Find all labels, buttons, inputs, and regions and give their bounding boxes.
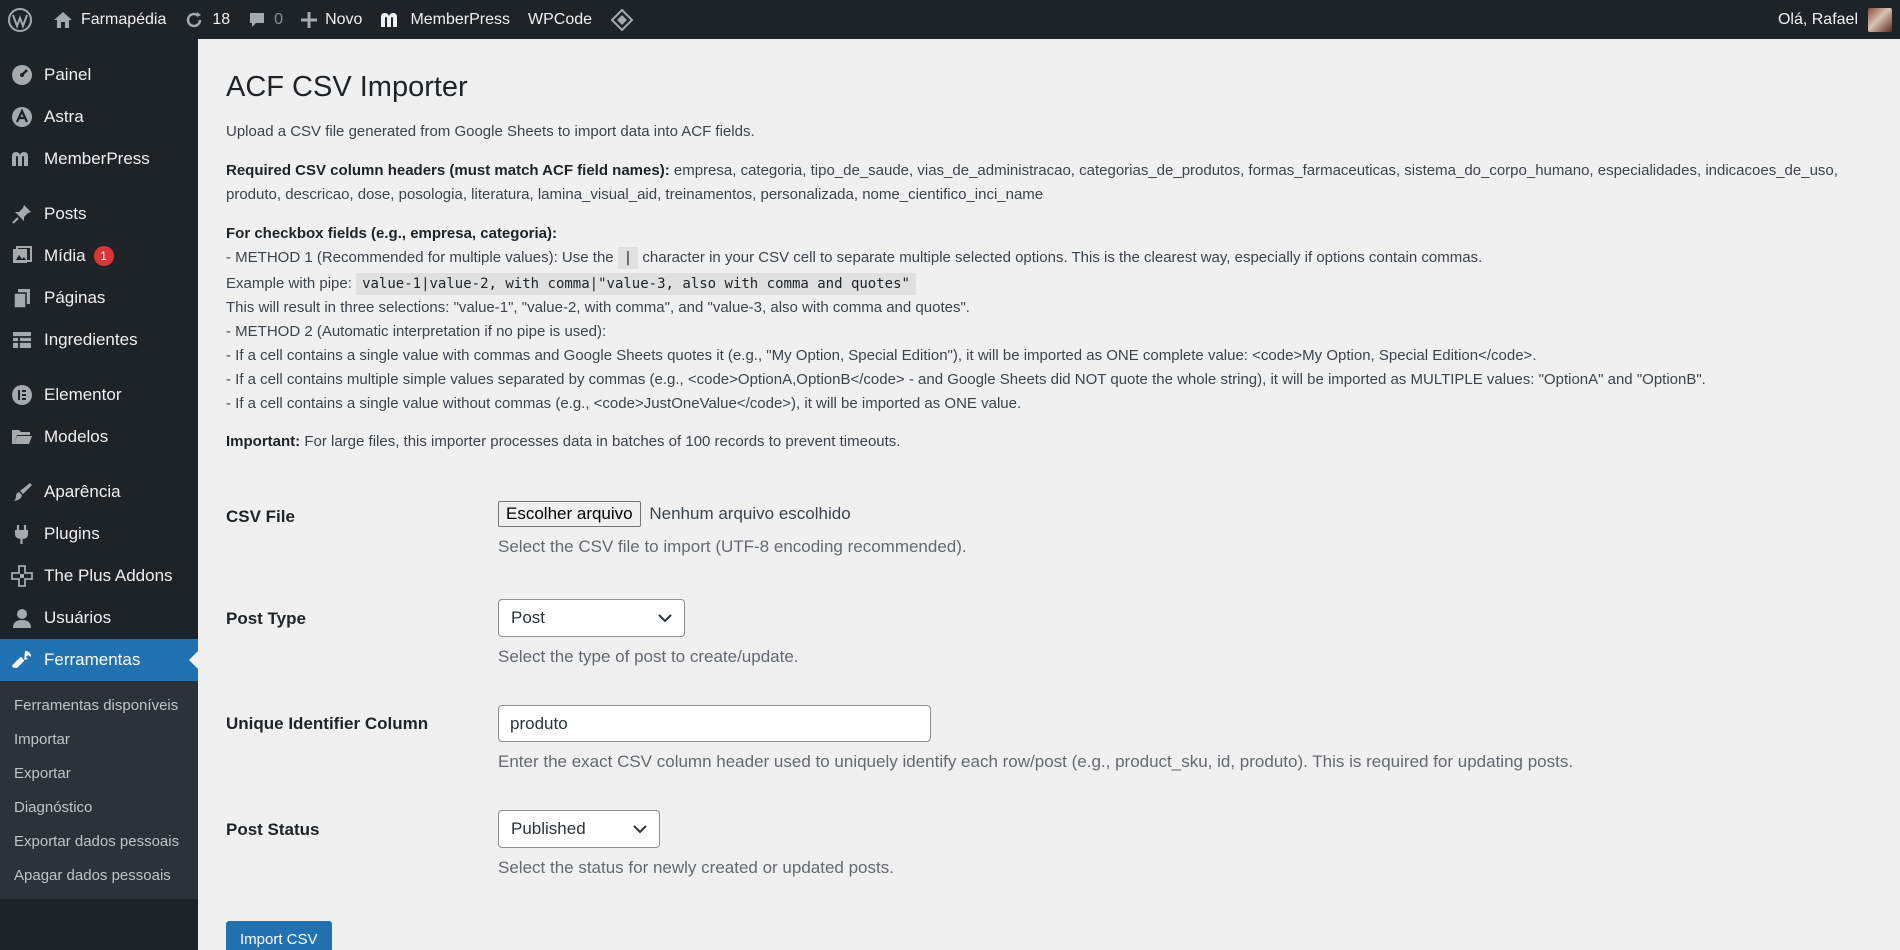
method1-text: - METHOD 1 (Recommended for multiple values): Use the [226, 249, 618, 266]
media-icon [10, 244, 34, 268]
post-status-row [226, 810, 894, 878]
post-status-help: Select the status for newly created or updated posts. [498, 858, 894, 877]
user-icon [10, 606, 34, 630]
unique-id-row [226, 705, 1573, 772]
new-label: Novo [325, 10, 363, 28]
updates-link[interactable] [175, 0, 239, 39]
pushpin-icon [10, 202, 34, 226]
sidebar-label: Usuários [44, 608, 112, 627]
sidebar-item-midia[interactable] [0, 235, 198, 277]
sidebar-item-plugins[interactable] [0, 513, 198, 555]
avatar [1868, 8, 1892, 32]
new-content-link[interactable] [292, 0, 371, 39]
important-text: For large files, this importer processes data in batches of 100 records to prevent timeouts. [300, 433, 901, 450]
media-badge: 1 [94, 246, 114, 266]
result-line: This will result in three selections: "value-1", "value-2, with comma", and "value-3, also with comma and quotes". [226, 299, 970, 316]
rule1-line: - If a cell contains a single value with commas and Google Sheets quotes it (e.g., "My Option, Special Edition"), it will be imported as ONE complete value: <code>My Option, Special Edition</code>. [226, 347, 1537, 364]
table-icon [10, 328, 34, 352]
astra-icon [10, 105, 34, 129]
pipe-code: | [618, 247, 638, 269]
post-status-field [498, 810, 894, 878]
site-name-link[interactable] [44, 0, 175, 39]
sidebar-item-elementor[interactable] [0, 374, 198, 416]
sidebar-label: Elementor [44, 385, 122, 404]
admin-sidebar [0, 39, 198, 950]
checkbox-instructions [226, 222, 1872, 416]
csv-file-label: CSV File [226, 507, 295, 526]
diamond-icon [610, 8, 634, 32]
required-headers-list: empresa, categoria, tipo_de_saude, vias_de_administracao, categorias_de_produtos, formas_farmaceuticas, sistema_do_corpo_humano, especialidades, indicacoes_de_uso, produto, descricao, dose, posologia, literatura, lamina_visual_aid, treinamentos, personalizada, nome_cientifico_inci_name [226, 162, 1838, 203]
wpcode-link[interactable] [519, 0, 601, 39]
sidebar-label: Páginas [44, 288, 106, 307]
paintbrush-icon [10, 480, 34, 504]
main-content [198, 39, 1900, 950]
post-type-help: Select the type of post to create/update. [498, 647, 799, 666]
checkbox-heading: For checkbox fields (e.g., empresa, categoria): [226, 225, 557, 242]
elementor-icon [10, 383, 34, 407]
required-headers-label: Required CSV column headers (must match ACF field names): [226, 162, 670, 179]
method1-line [226, 246, 1872, 270]
site-name: Farmapédia [81, 10, 167, 28]
sidebar-label: The Plus Addons [44, 566, 173, 585]
admin-bar [0, 0, 1900, 39]
submenu-item-apagar-dados[interactable]: Apagar dados pessoais [14, 867, 171, 884]
sidebar-label: Ferramentas [44, 650, 141, 669]
chevron-down-icon [633, 819, 647, 839]
memberpress-icon [10, 147, 34, 171]
chevron-down-icon [658, 608, 672, 628]
folder-icon [10, 425, 34, 449]
sidebar-item-plus-addons[interactable] [0, 555, 198, 597]
rule2-line: - If a cell contains multiple simple values separated by commas (e.g., <code>OptionA,OptionB</code> - and Google Sheets did NOT quote the whole string), it will be imported as MULTIPLE values: "OptionA" and "OptionB". [226, 371, 1706, 388]
submenu-item-importar[interactable]: Importar [14, 731, 70, 748]
sidebar-label: Plugins [44, 524, 100, 543]
sidebar-label: Modelos [44, 427, 109, 446]
important-label: Important: [226, 433, 301, 450]
submenu-item-exportar-dados[interactable]: Exportar dados pessoais [14, 833, 180, 850]
choose-file-button[interactable]: Escolher arquivo [498, 501, 641, 527]
unique-id-input[interactable] [498, 705, 931, 742]
tools-submenu [0, 681, 198, 899]
csv-file-field [498, 501, 967, 557]
plugin-icon [10, 522, 34, 546]
home-icon [53, 11, 73, 29]
post-type-row [226, 599, 799, 667]
import-csv-button[interactable]: Import CSV [226, 921, 332, 950]
plus-addons-icon [10, 564, 34, 588]
example-label: Example with pipe: [226, 275, 357, 292]
sidebar-item-memberpress[interactable] [0, 138, 198, 180]
greeting: Olá, Rafael [1777, 10, 1858, 28]
sidebar-item-modelos[interactable] [0, 416, 198, 458]
wpcode-label: WPCode [528, 10, 593, 28]
sidebar-item-astra[interactable] [0, 96, 198, 138]
memberpress-logo-icon [380, 12, 402, 28]
post-type-value: Post [511, 608, 546, 627]
sidebar-label: Astra [44, 107, 84, 126]
wrench-icon [10, 648, 34, 672]
sidebar-item-aparencia[interactable] [0, 471, 198, 513]
sidebar-item-paginas[interactable] [0, 277, 198, 319]
sidebar-label: MemberPress [44, 149, 150, 168]
no-file-chosen: Nenhum arquivo escolhido [649, 504, 851, 523]
csv-file-help: Select the CSV file to import (UTF-8 encoding recommended). [498, 537, 967, 556]
submenu-item-exportar[interactable]: Exportar [14, 765, 71, 782]
unique-id-help: Enter the exact CSV column header used to uniquely identify each row/post (e.g., product_sku, id, produto). This is required for updating posts. [498, 752, 1574, 771]
post-type-field [498, 599, 799, 667]
my-account[interactable] [1769, 0, 1900, 39]
example-line [226, 272, 1872, 296]
comment-icon [248, 11, 266, 29]
sidebar-item-ingredientes[interactable] [0, 319, 198, 361]
comments-count: 0 [274, 10, 284, 28]
post-status-value: Published [511, 819, 586, 838]
method2-line: - METHOD 2 (Automatic interpretation if no pipe is used): [226, 323, 607, 340]
sidebar-label: Painel [44, 65, 92, 84]
post-type-label: Post Type [226, 609, 306, 628]
updates-count: 18 [212, 10, 231, 28]
dashboard-icon [10, 63, 34, 87]
sidebar-label: Ingredientes [44, 330, 138, 349]
post-status-select[interactable] [498, 810, 660, 848]
csv-file-row [226, 501, 967, 557]
rule3-line: - If a cell contains a single value without commas (e.g., <code>JustOneValue</code>), it will be imported as ONE value. [226, 395, 1022, 412]
method1-text-end: character in your CSV cell to separate multiple selected options. This is the clearest way, especially if options contain commas. [638, 249, 1483, 266]
page-title: ACF CSV Importer [226, 71, 468, 103]
diamond-plugin-link[interactable] [601, 0, 651, 39]
updates-icon [184, 10, 204, 30]
memberpress-link[interactable] [371, 0, 519, 39]
submenu-item-disponiveis[interactable]: Ferramentas disponíveis [14, 697, 179, 714]
sidebar-item-posts[interactable] [0, 193, 198, 235]
example-code: value-1|value-2, with comma|"value-3, also with comma and quotes" [356, 273, 916, 295]
sidebar-item-usuarios[interactable] [0, 597, 198, 639]
pages-icon [10, 286, 34, 310]
required-headers [226, 159, 1872, 207]
memberpress-label: MemberPress [410, 10, 511, 28]
post-type-select[interactable] [498, 599, 685, 637]
plus-icon [301, 12, 317, 28]
intro-text: Upload a CSV file generated from Google Sheets to import data into ACF fields. [226, 123, 755, 140]
sidebar-label: Aparência [44, 482, 121, 501]
sidebar-label: Posts [44, 204, 87, 223]
unique-id-field [498, 705, 1573, 772]
important-note [226, 430, 1872, 454]
sidebar-item-painel[interactable] [0, 54, 198, 96]
unique-id-label: Unique Identifier Column [226, 714, 429, 733]
sidebar-item-ferramentas[interactable] [0, 639, 198, 681]
sidebar-label: Mídia [44, 246, 86, 265]
post-status-label: Post Status [226, 820, 320, 839]
submenu-item-diagnostico[interactable]: Diagnóstico [14, 799, 93, 816]
unique-id-value: produto [510, 713, 568, 733]
comments-link[interactable] [239, 0, 292, 39]
wordpress-logo-icon[interactable] [0, 0, 44, 39]
